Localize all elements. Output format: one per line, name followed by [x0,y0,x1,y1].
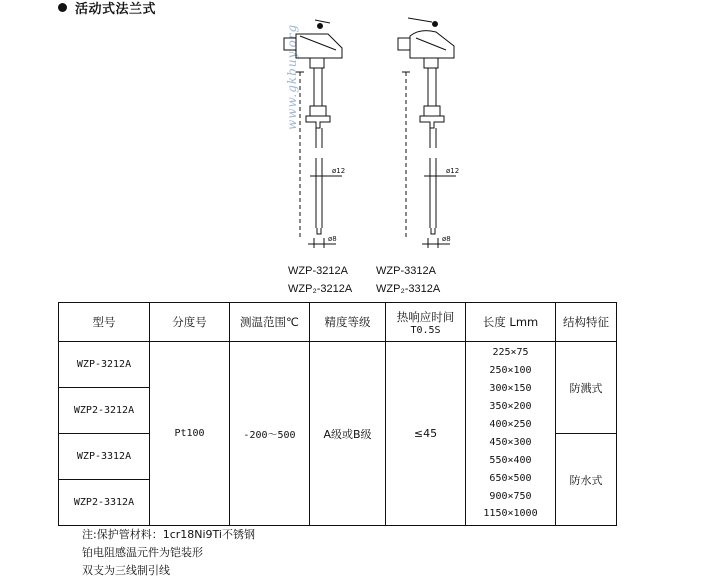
model-cell: WZP-3212A [59,342,150,388]
model-label: WZP₂-3212A [288,283,353,295]
length-item: 300×150 [489,383,532,395]
range-cell: -200～500 [230,342,310,526]
header-response-unit: T0.5S [410,324,441,336]
graduation-cell: Pt100 [150,342,230,526]
model-cell: WZP-3312A [59,434,150,480]
header-length: 长度 Lmm [466,303,556,342]
model-cell: WZP2-3312A [59,480,150,526]
header-response-title: 热响应时间 [396,309,455,324]
model-label: WZP-3212A [288,265,348,277]
response-cell: ≤45 [386,342,466,526]
sensor-drawing [270,10,490,265]
length-item: 225×75 [492,347,529,359]
length-item: 900×750 [489,490,532,502]
tip-label-left: ø8 [328,235,337,243]
length-item: 250×100 [489,365,532,377]
note-line: 注:保护管材料：1cr18Ni9Ti不锈钢 [82,528,255,541]
length-item: 1150×1000 [483,508,538,520]
length-list [466,342,555,525]
length-item: 400×250 [489,419,532,430]
watermark: www.gkbuy.org [285,23,299,130]
header-model: 型号 [59,303,150,342]
length-item: 450×300 [489,436,532,448]
bullet-icon [58,3,67,12]
model-label: WZP₂-3312A [376,283,441,295]
length-cell [466,342,556,526]
dim-label-left: ø12 [332,167,346,175]
header-response [386,303,466,342]
spec-table [58,302,617,526]
header-accuracy: 精度等级 [310,303,386,342]
length-item: 650×500 [489,472,532,484]
note-line: 铂电阻感温元件为铠装形 [82,546,203,559]
length-item: 350×200 [489,401,532,413]
header-range: 测温范围℃ [230,303,310,342]
section-heading [58,0,157,17]
header-graduation: 分度号 [150,303,230,342]
note-line: 双支为三线制引线 [82,564,170,577]
notes [82,526,255,580]
header-structure: 结构特征 [556,303,617,342]
dim-label-right: ø12 [446,167,460,175]
accuracy-cell: A级或B级 [310,342,386,526]
sensor-left [284,20,342,248]
length-item: 550×400 [489,454,532,466]
tip-label-right: ø8 [442,235,451,243]
model-label: WZP-3312A [376,265,436,277]
structure-cell: 防水式 [556,434,617,526]
model-cell: WZP2-3212A [59,388,150,434]
sensor-right [398,18,456,248]
model-labels [288,262,488,298]
section-title: 活动式法兰式 [75,1,157,17]
structure-cell: 防溅式 [556,342,617,434]
